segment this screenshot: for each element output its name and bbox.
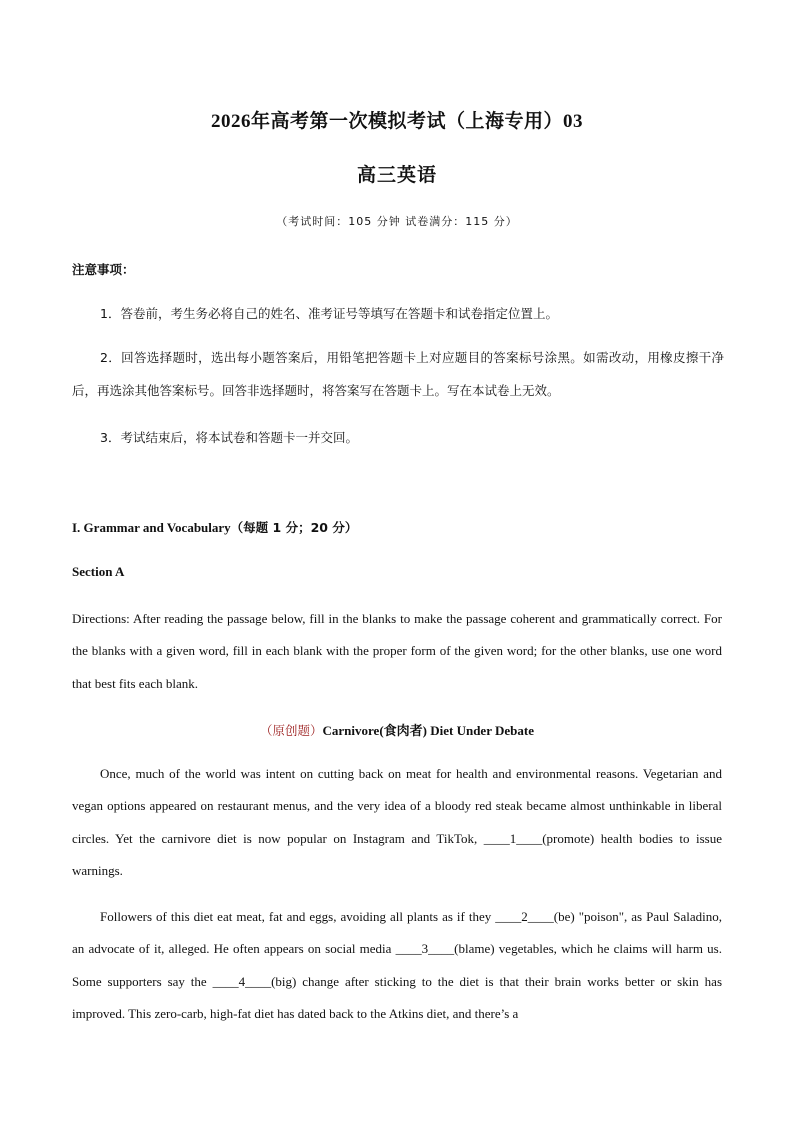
- exam-time-and-score: （考试时间：105 分钟 试卷满分：115 分）: [276, 215, 518, 228]
- original-question-tag: （原创题）: [260, 723, 323, 738]
- directions-text: Directions: After reading the passage below, fill in the blanks to make the passage coherent and grammatically correct. For the blanks with a given word, fill in each blank with the proper form of the given word; for the other blanks, use one word that best fits each blank.: [72, 611, 722, 691]
- passage-paragraph-1: Once, much of the world was intent on cutting back on meat for health and environmental reasons. Vegetarian and vegan options appeared on restaurant menus, and the very idea of a bloody red steak became almost unthinkable in liberal circles. Yet the carnivore diet is now popular on Instagram and TikTok, ____1____(promote) health bodies to issue warnings.: [72, 766, 722, 878]
- notice-item-3: 3．考试结束后，将本试卷和答题卡一并交回。: [100, 430, 358, 445]
- notice-item-1: 1．答卷前，考生务必将自己的姓名、准考证号等填写在答题卡和试卷指定位置上。: [100, 306, 558, 321]
- passage-title-text: Carnivore(食肉者) Diet Under Debate: [322, 723, 534, 738]
- exam-subtitle: 高三英语: [356, 165, 437, 186]
- part1-heading-score: （每题 1 分；20 分）: [230, 520, 358, 535]
- part1-heading: [72, 518, 357, 536]
- passage-title: [0, 720, 794, 739]
- exam-title: 2026年高考第一次模拟考试（上海专用）03: [210, 111, 583, 132]
- notice-heading: 注意事项：: [72, 262, 135, 277]
- passage-paragraph-2: Followers of this diet eat meat, fat and eggs, avoiding all plants as if they ____2____(be) "poison", as Paul Saladino, an advocate of it, alleged. He often appears on social media ____3____(blame) vegetables, which he claims will harm us. Some supporters say the ____4____(big) change after sticking to the diet is that their brain works better or skin has improved. This zero-carb, high-fat diet has dated back to the Atkins diet, and there’s a: [72, 909, 722, 1021]
- notice-item-2: 2．回答选择题时，选出每小题答案后，用铅笔把答题卡上对应题目的答案标号涂黑。如需改动，用橡皮擦干净后，再选涂其他答案标号。回答非选择题时，将答案写在答题卡上。写在本试卷上无效。: [72, 350, 724, 398]
- section-a-heading: Section A: [72, 564, 125, 579]
- part1-heading-en: I. Grammar and Vocabulary: [72, 520, 231, 535]
